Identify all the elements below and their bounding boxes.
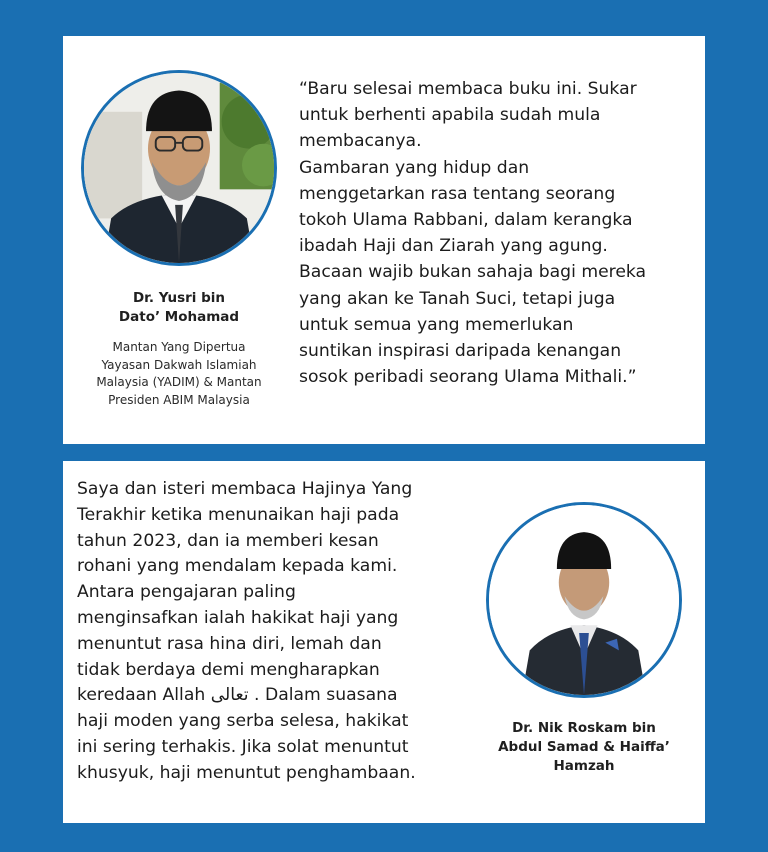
author-role-yusri: Mantan Yang Dipertua Yayasan Dakwah Islamiah Malaysia (YADIM) & Mantan Presiden ABIM Malaysia (96, 340, 262, 407)
testimonial-quote-1: “Baru selesai membaca buku ini. Sukar untuk berhenti apabila sudah mula membacanya. Gambaran yang hidup dan menggetarkan rasa tentang seorang tokoh Ulama Rabbani, dalam kerangka ibadah Haji dan Ziarah yang agung. Bacaan wajib bukan sahaja bagi mereka yang akan ke Tanah Suci, tetapi juga untuk semua yang memerlukan suntikan inspirasi daripada kenangan sosok peribadi seorang Ulama Mithali.” (299, 79, 647, 388)
testimonial-text-2: Saya dan isteri membaca Hajinya Yang Terakhir ketika menunaikan haji pada tahun 2023, dan ia memberi kesan rohani yang mendalam kepada kami. Antara pengajaran paling menginsafkan ialah hakikat haji yang menuntut rasa hina diri, lemah dan tidak berdaya demi mengharapkan keredaan Allah تعالى . Dalam suasana haji moden yang serba selesa, hakikat ini sering terhakis. Jika solat menuntut khusyuk, haji menuntut penghambaan. (77, 479, 416, 783)
testimonial-card-2 (63, 461, 705, 823)
portrait-nik-roskam-illustration (489, 505, 679, 695)
author-name-line: Dr. Nik Roskam bin (512, 720, 656, 736)
testimonial-card-1 (63, 36, 705, 444)
author-name-line: Abdul Samad & Haiffa’ (498, 739, 670, 755)
portrait-yusri (81, 70, 277, 266)
author-name-line: Hamzah (553, 758, 615, 774)
author-name-yusri (73, 289, 285, 327)
author-name-line: Dr. Yusri bin (132, 290, 226, 306)
portrait-nik-roskam (486, 502, 682, 698)
portrait-yusri-illustration (84, 73, 274, 263)
author-name-line: Dato’ Mohamad (118, 309, 240, 325)
author-name-nik-roskam (473, 719, 695, 776)
